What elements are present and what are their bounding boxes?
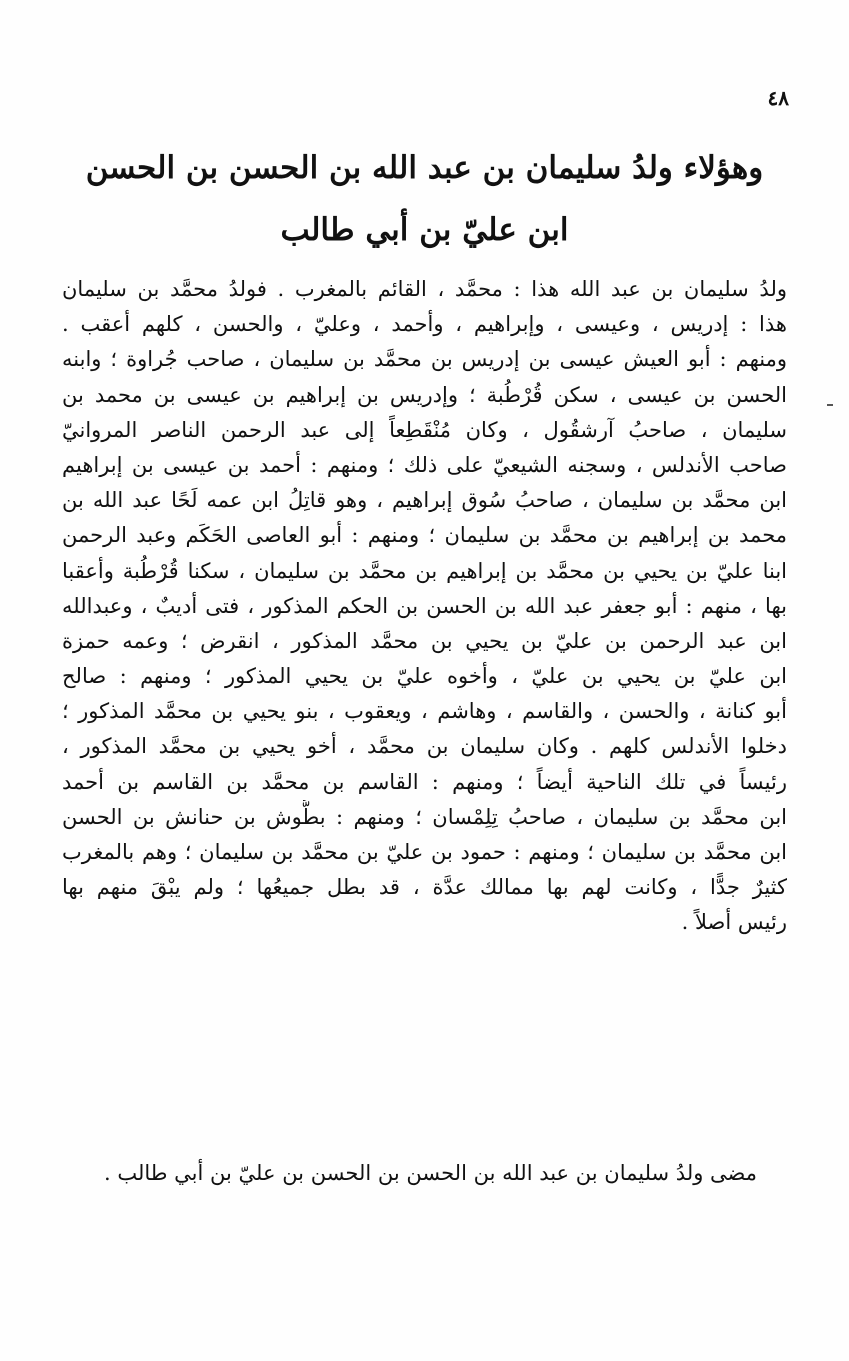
text-line: ابن عليّ بن يحيي بن عليّ ، وأخوه عليّ بن يحيي المذكور ؛ ومنهم : صالح — [62, 664, 787, 689]
text-line: صاحب الأندلس ، وسجنه الشيعيّ على ذلك ؛ ومنهم : أحمد بن عيسى بن إبراهيم — [62, 452, 787, 477]
text-line: ومنهم : أبو العيش عيسى بن إدريس بن محمَّد بن سليمان ، صاحب جُراوة ؛ وابنه — [62, 347, 787, 372]
text-line: ولدُ سليمان بن عبد الله هذا : محمَّد ، القائم بالمغرب . فولدُ محمَّد بن سليمان — [62, 277, 787, 301]
page-number: ٤٨ — [767, 86, 789, 110]
text-line: ابن محمَّد بن سليمان ، صاحبُ تِلِمْسان ؛ ومنهم : بطُّوش بن حنانش بن الحسن — [62, 804, 787, 829]
text-line: أبو كنانة ، والحسن ، والقاسم ، وهاشم ، ويعقوب ، بنو يحيي بن محمَّد المذكور ؛ — [62, 699, 787, 724]
text-line: دخلوا الأندلس كلهم . وكان سليمان بن محمَّد ، أخو يحيي بن محمَّد المذكور ، — [62, 734, 787, 759]
text-line: ابنا عليّ بن يحيي بن محمَّد بن إبراهيم بن محمَّد بن سليمان ، سكنا قُرْطُبة وأعقبا — [62, 558, 787, 583]
text-line: الحسن بن عيسى ، سكن قُرْطُبة ؛ وإدريس بن إبراهيم بن عيسى بن محمد بن — [62, 382, 787, 407]
text-line: ابن عبد الرحمن بن عليّ بن يحيي بن محمَّد المذكور ، انقرض ؛ وعمه حمزة — [62, 628, 787, 653]
text-line: سليمان ، صاحبُ آرشقُول ، وكان مُنْقَطِعاً إلى عبد الرحمن الناصر المروانيّ — [62, 417, 787, 442]
closing-line: مضى ولدُ سليمان بن عبد الله بن الحسن بن الحسن بن عليّ بن أبي طالب . — [104, 1161, 757, 1185]
text-line: رئيساً في تلك الناحية أيضاً ؛ ومنهم : القاسم بن محمَّد بن القاسم بن أحمد — [62, 769, 787, 794]
text-line: محمد بن إبراهيم بن محمَّد بن سليمان ؛ ومنهم : أبو العاصى الحَكَم وعبد الرحمن — [62, 523, 787, 548]
section-title-line-2: ابن عليّ بن أبي طالب — [280, 212, 569, 248]
scan-mark — [827, 404, 833, 406]
text-line: كثيرٌ جدًّا ، وكانت لهم بها ممالك عدَّة ، قد بطل جميعُها ؛ ولم يبْقَ منهم بها — [62, 875, 787, 900]
text-line: هذا : إدريس ، وعيسى ، وإبراهيم ، وأحمد ، وعليّ ، والحسن ، كلهم أعقب . — [62, 312, 787, 337]
text-line: ابن محمَّد بن سليمان ؛ ومنهم : حمود بن عليّ بن محمَّد بن سليمان ؛ وهم بالمغرب — [62, 840, 787, 864]
text-line: بها ، منهم : أبو جعفر عبد الله بن الحسن بن الحكم المذكور ، فتى أديبٌ ، وعبدالله — [62, 593, 787, 618]
text-line: رئيس أصلاً . — [681, 910, 787, 935]
text-line: ابن محمَّد بن سليمان ، صاحبُ سُوق إبراهيم ، وهو قاتِلُ ابن عمه لَحًا عبد الله بن — [62, 488, 787, 513]
section-title-line-1: وهؤلاء ولدُ سليمان بن عبد الله بن الحسن بن الحسن — [85, 150, 764, 186]
body-paragraph — [62, 272, 787, 941]
